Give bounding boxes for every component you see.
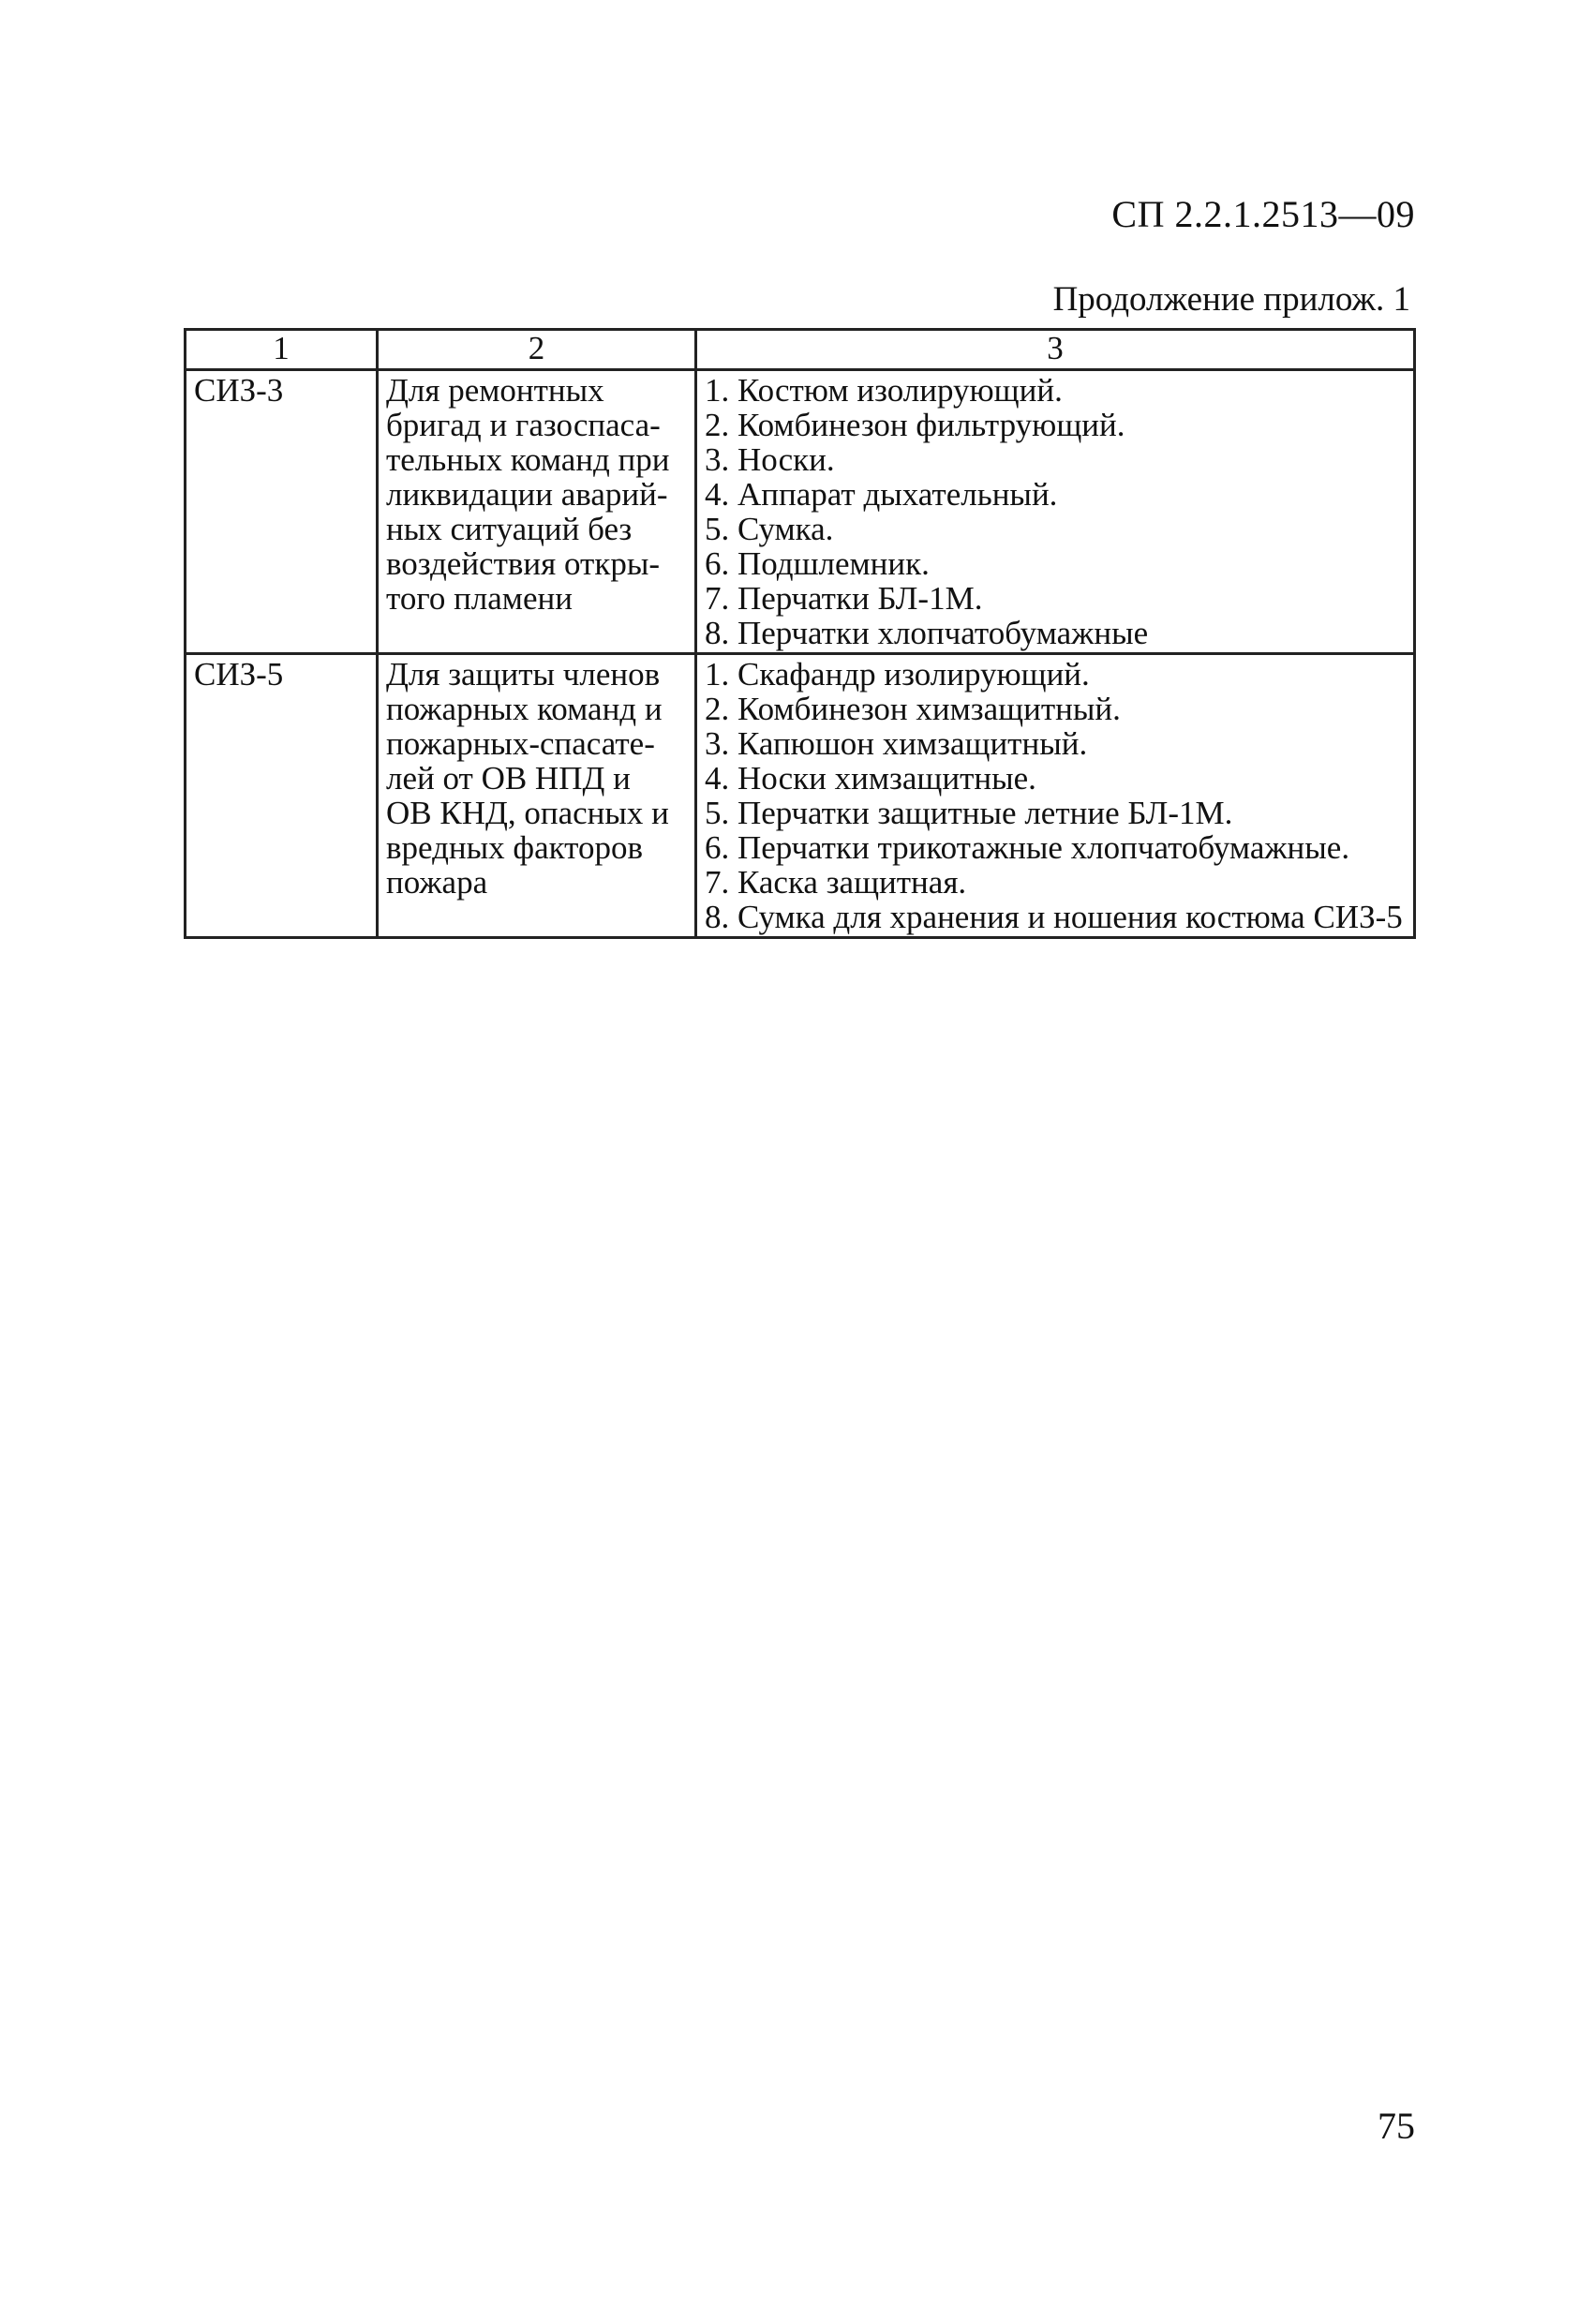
list-item: 2. Комбинезон химзащитный.: [705, 691, 1121, 727]
list-item: 6. Подшлемник.: [705, 545, 930, 582]
table-row: [186, 654, 1415, 938]
equipment-table: [184, 328, 1416, 939]
document-code: СП 2.2.1.2513—09: [1111, 193, 1415, 235]
purpose-line: бригад и газоспаса-: [386, 407, 661, 443]
kit-items: [696, 654, 1415, 938]
list-item: 1. Скафандр изолирующий.: [705, 656, 1090, 693]
column-header-3: 3: [696, 330, 1415, 370]
page-number: 75: [1378, 2105, 1415, 2147]
purpose-line: лей от ОВ НПД и: [386, 760, 631, 797]
kit-code: СИЗ-5: [186, 654, 378, 938]
list-item: 3. Носки.: [705, 441, 835, 478]
purpose-line: Для защиты членов: [386, 656, 661, 693]
kit-items: [696, 370, 1415, 654]
list-item: 4. Аппарат дыхательный.: [705, 476, 1058, 513]
list-item: 5. Перчатки защитные летние БЛ-1М.: [705, 795, 1233, 831]
purpose-line: того пламени: [386, 580, 573, 617]
list-item: 7. Каска защитная.: [705, 864, 967, 901]
purpose-line: вредных факторов: [386, 829, 644, 866]
column-header-2: 2: [378, 330, 696, 370]
purpose-line: тельных команд при: [386, 441, 670, 478]
purpose-line: пожарных-спасате-: [386, 725, 655, 762]
list-item: 8. Сумка для хранения и ношения костюма СИЗ-5: [705, 899, 1403, 935]
purpose-line: Для ремонтных: [386, 372, 604, 409]
column-header-1: 1: [186, 330, 378, 370]
purpose-line: пожарных команд и: [386, 691, 663, 727]
list-item: 4. Носки химзащитные.: [705, 760, 1036, 797]
table-row: [186, 370, 1415, 654]
list-item: 3. Капюшон химзащитный.: [705, 725, 1088, 762]
list-item: 1. Костюм изолирующий.: [705, 372, 1063, 409]
purpose-line: пожара: [386, 864, 488, 901]
kit-purpose: [378, 370, 696, 654]
kit-purpose: [378, 654, 696, 938]
table-header-row: [186, 330, 1415, 370]
purpose-line: воздействия откры-: [386, 545, 660, 582]
kit-code: СИЗ-3: [186, 370, 378, 654]
purpose-line: ликвидации аварий-: [386, 476, 668, 513]
list-item: 8. Перчатки хлопчатобумажные: [705, 615, 1149, 651]
list-item: 6. Перчатки трикотажные хлопчатобумажные.: [705, 829, 1350, 866]
list-item: 7. Перчатки БЛ-1М.: [705, 580, 983, 617]
list-item: 2. Комбинезон фильтрующий.: [705, 407, 1125, 443]
item-list: [705, 657, 1408, 934]
purpose-line: ОВ КНД, опасных и: [386, 795, 669, 831]
list-item: 5. Сумка.: [705, 511, 834, 547]
item-list: [705, 373, 1408, 650]
purpose-line: ных ситуаций без: [386, 511, 633, 547]
continuation-note: Продолжение прилож. 1: [1052, 280, 1410, 319]
